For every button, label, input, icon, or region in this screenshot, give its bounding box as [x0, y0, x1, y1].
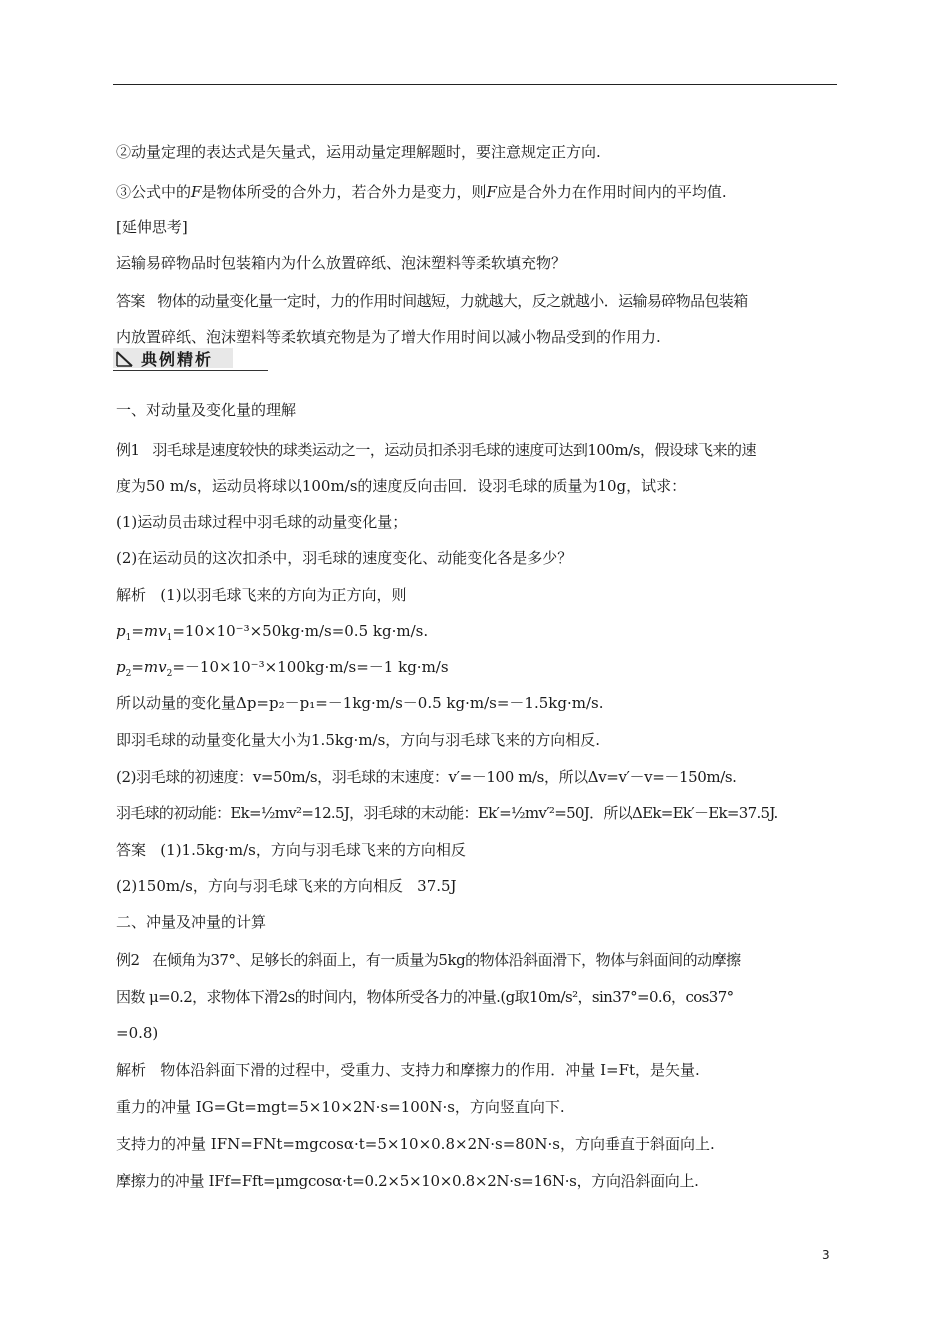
text-line: 重力的冲量 IG=Gt=mgt=5×10×2N·s=100N·s，方向竖直向下.	[116, 1098, 565, 1116]
text-line: 例1 羽毛球是速度较快的球类运动之一，运动员扣杀羽毛球的速度可达到100m/s，假设球飞来的速	[116, 441, 756, 459]
text-line: 例2 在倾角为37°、足够长的斜面上，有一质量为5kg的物体沿斜面滑下，物体与斜面间的动摩擦	[116, 951, 741, 969]
text-line: (1)运动员击球过程中羽毛球的动量变化量；	[116, 513, 408, 531]
section-heading	[113, 346, 268, 372]
text-line: (2)150m/s，方向与羽毛球飞来的方向相反 37.5J	[116, 877, 457, 895]
text-line: 答案 物体的动量变化量一定时，力的作用时间越短，力就越大，反之就越小．运输易碎物品包装箱	[116, 292, 748, 310]
text-line: 度为50 m/s，运动员将球以100m/s的速度反向击回．设羽毛球的质量为10g，试求：	[116, 477, 687, 495]
text-line: (2)在运动员的这次扣杀中，羽毛球的速度变化、动能变化各是多少？	[116, 549, 573, 567]
text-line: 答案 (1)1.5kg·m/s，方向与羽毛球飞来的方向相反	[116, 841, 466, 859]
text-line: =0.8)	[116, 1024, 159, 1042]
text-line: (2)羽毛球的初速度：v=50m/s，羽毛球的末速度：v′=－100 m/s，所以Δv=v′－v=－150m/s.	[116, 768, 737, 786]
text-line: 即羽毛球的动量变化量大小为1.5kg·m/s，方向与羽毛球飞来的方向相反.	[116, 731, 601, 749]
text-line: ③公式中的F是物体所受的合外力，若合外力是变力，则F应是合外力在作用时间内的平均值.	[116, 183, 727, 201]
text-line: 内放置碎纸、泡沫塑料等柔软填充物是为了增大作用时间以减小物品受到的作用力.	[116, 328, 661, 346]
heading-2: 二、冲量及冲量的计算	[116, 913, 267, 931]
text-line: ②动量定理的表达式是矢量式，运用动量定理解题时，要注意规定正方向.	[116, 143, 601, 161]
header-rule	[113, 84, 837, 85]
text-line: 羽毛球的初动能：Ek=½mv²=12.5J，羽毛球的末动能：Ek′=½mv′²=50J．所以ΔEk=Ek′－Ek=37.5J.	[116, 804, 778, 822]
text-line: 解析 物体沿斜面下滑的过程中，受重力、支持力和摩擦力的作用．冲量 I=Ft，是矢量.	[116, 1061, 700, 1079]
section-title: 典例精析	[141, 350, 214, 369]
text-line: 因数 μ=0.2，求物体下滑2s的时间内，物体所受各力的冲量.(g取10m/s²，sin37°=0.6，cos37°	[116, 988, 734, 1006]
text-line: 摩擦力的冲量 IFf=Fft=μmgcosα·t=0.2×5×10×0.8×2N·s=16N·s，方向沿斜面向上.	[116, 1172, 699, 1190]
heading-1: 一、对动量及变化量的理解	[116, 401, 297, 419]
text-line: $p_2=mv_2=-10\times 10^{-3}\times 100kg\cdot m/s=-1$ kg·m/s	[116, 658, 449, 679]
text-line: 解析 (1)以羽毛球飞来的方向为正方向，则	[116, 586, 407, 604]
text-line: $p_1=mv_1=10\times 10^{-3}\times 50kg\cdot m/s=0.5$ kg·m/s.	[116, 622, 429, 643]
text-line: 支持力的冲量 IFN=FNt=mgcosα·t=5×10×0.8×2N·s=80N·s，方向垂直于斜面向上.	[116, 1135, 715, 1153]
diagonal-slash-icon	[115, 350, 135, 368]
text-line: 运输易碎物品时包装箱内为什么放置碎纸、泡沫塑料等柔软填充物？	[116, 254, 567, 272]
page-number: 3	[822, 1248, 830, 1262]
text-line: [延伸思考]	[116, 218, 188, 236]
text-line: 所以动量的变化量Δp=p₂－p₁=－1kg·m/s－0.5 kg·m/s=－1.5kg·m/s.	[116, 694, 604, 712]
